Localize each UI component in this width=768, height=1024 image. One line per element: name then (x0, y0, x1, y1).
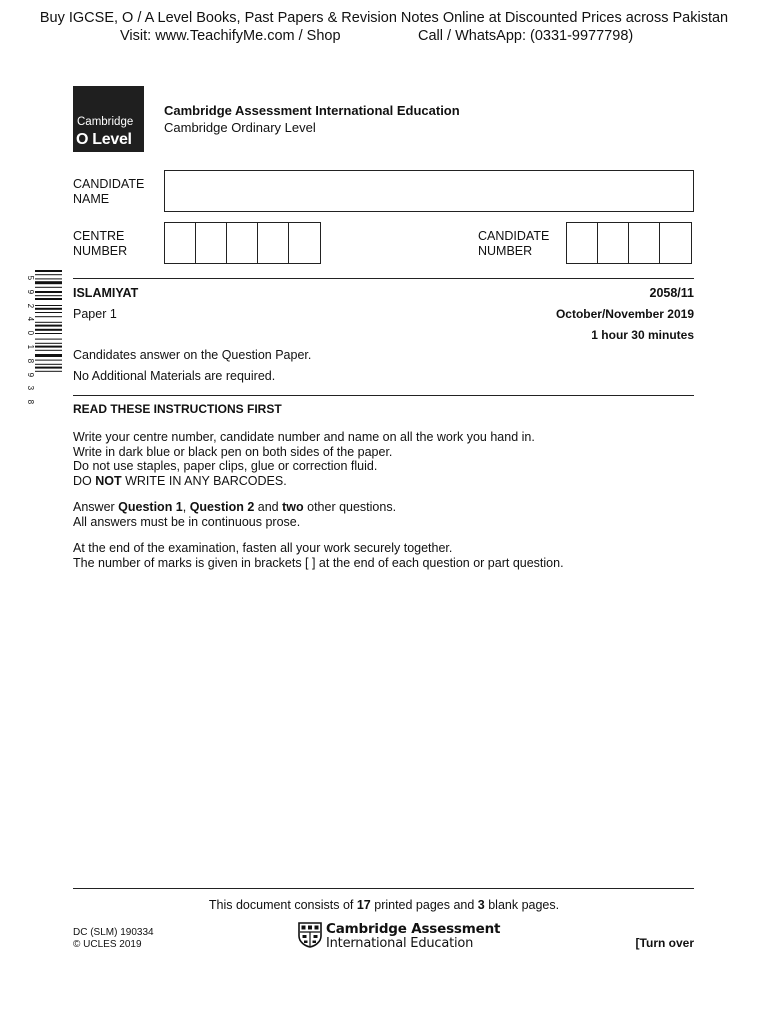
barcode-digit: 5 (25, 275, 35, 281)
candidate-number-cell[interactable] (567, 223, 598, 263)
centre-number-cell[interactable] (196, 223, 227, 263)
cambridge-crest-icon (298, 922, 322, 948)
copyright-notice: © UCLES 2019 (73, 939, 142, 950)
centre-number-label: CENTRE NUMBER (73, 229, 128, 258)
barcode-digit: 9 (25, 372, 35, 377)
promo-banner-line-1: Buy IGCSE, O / A Level Books, Past Papers & Revision Notes Online at Discounted Prices across Pakistan (39, 10, 729, 26)
centre-number-cell[interactable] (289, 223, 320, 263)
exam-duration: 1 hour 30 minutes (591, 328, 694, 342)
candidate-name-label: CANDIDATE NAME (73, 177, 145, 206)
instructions-paragraph-3: At the end of the examination, fasten all your work securely together. The number of marks is given in brackets [ ] at the end of each question or part question. (73, 541, 564, 570)
centre-number-cell[interactable] (258, 223, 289, 263)
instructions-paragraph-1: Write your centre number, candidate number and name on all the work you hand in. Write in dark blue or black pen on both sides of the paper. Do not use staples, paper clips, glue or correction fluid. DO NOT WRITE IN ANY BARCODES. (73, 430, 535, 488)
cambridge-o-level-logo (73, 86, 144, 152)
candidate-number-field[interactable] (566, 222, 692, 264)
cambridge-assessment-brand: Cambridge Assessment (326, 921, 501, 937)
centre-number-cell[interactable] (227, 223, 258, 263)
barcode-digit: 8 (25, 399, 35, 405)
exam-session: October/November 2019 (555, 307, 694, 321)
page-count-statement: This document consists of 17 printed pages and 3 blank pages. (208, 898, 560, 912)
international-education-brand: International Education (326, 936, 474, 951)
barcode-digit: 0 (25, 330, 35, 336)
barcode-digit: 1 (25, 344, 35, 350)
materials-line-1: Candidates answer on the Question Paper. (73, 348, 312, 362)
candidate-number-cell[interactable] (629, 223, 660, 263)
turn-over-note: [Turn over (635, 936, 694, 950)
barcode-digit: 4 (25, 317, 35, 322)
qualification-name: Cambridge Ordinary Level (164, 120, 316, 135)
document-code: DC (SLM) 190334 (73, 927, 154, 938)
barcode-digit: 3 (25, 386, 35, 391)
instructions-paragraph-2: Answer Question 1, Question 2 and two other questions. All answers must be in continuous prose. (73, 500, 397, 529)
divider-top (73, 278, 694, 279)
candidate-number-cell[interactable] (660, 223, 691, 263)
barcode-digit: 9 (25, 289, 35, 294)
candidate-number-cell[interactable] (598, 223, 629, 263)
organisation-name: Cambridge Assessment International Education (164, 103, 460, 118)
barcode-icon (35, 270, 62, 410)
materials-line-2: No Additional Materials are required. (73, 369, 276, 383)
logo-line-2: O Level (76, 131, 132, 148)
paper-number: Paper 1 (73, 307, 117, 321)
candidate-number-label: CANDIDATE NUMBER (478, 229, 550, 258)
divider-footer (73, 888, 694, 889)
syllabus-code: 2058/11 (649, 286, 694, 300)
divider-instructions (73, 395, 694, 396)
barcode-digit: 2 (25, 303, 35, 308)
centre-number-cell[interactable] (165, 223, 196, 263)
instructions-heading: READ THESE INSTRUCTIONS FIRST (73, 402, 282, 416)
centre-number-field[interactable] (164, 222, 321, 264)
barcode-digit: 8 (25, 358, 35, 363)
promo-banner-website[interactable]: Visit: www.TeachifyMe.com / Shop (120, 28, 341, 44)
candidate-name-field[interactable] (164, 170, 694, 212)
promo-banner-phone: Call / WhatsApp: (0331-9977798) (418, 28, 634, 44)
subject-title: ISLAMIYAT (73, 286, 139, 300)
logo-line-1: Cambridge (77, 116, 134, 128)
barcode-digits (26, 271, 34, 409)
